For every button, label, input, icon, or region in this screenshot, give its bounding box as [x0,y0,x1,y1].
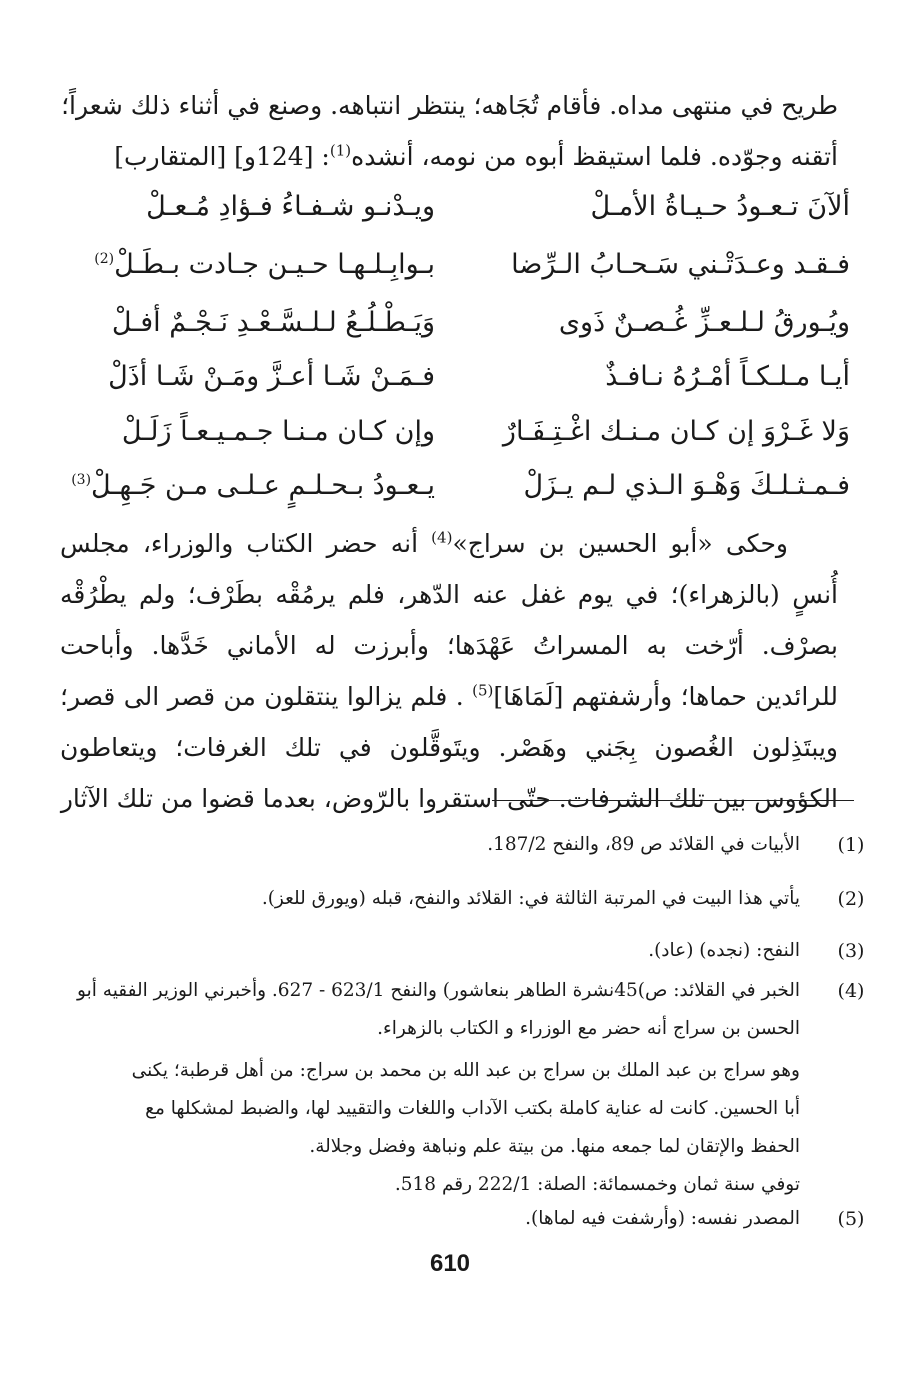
footnote-1 [75,826,800,864]
verse-4 [50,361,850,417]
verse-1-first-hemistich: ألآنَ تـعـودُ حـيـاةُ الأمـلْ [590,191,850,222]
verse-6-second-text: يـعـودُ بـحـلـمٍ عـلـى مـن جَـهِـلْ [91,470,435,501]
footnote-ref-5: (5) [472,681,494,700]
footnote-2-number: (2) [837,888,865,910]
verse-1-second-hemistich [50,191,435,222]
footnote-2-line-1: يأتي هذا البيت في المرتبة الثالثة في: القلائد والنفح، قبله (ويورق للعز). [261,888,800,909]
footnote-4-line-5: الحفظ والإتقان لما جمعه منها. من بيتة علم ونباهة وفضل وجلالة. [309,1136,800,1157]
footnote-4-line-3: وهو سراج بن عبد الملك بن سراج بن عبد الله بن محمد بن سراج: من أهل قرطبة؛ يكنى [131,1060,800,1081]
verse-2-second-hemistich [50,249,435,280]
footnote-ref-3: (3) [71,472,92,488]
footnote-4-line-4: أبا الحسين. كانت له عناية كاملة بكتب الآداب واللغات والتقييد لها، والضبط لمشكلها مع [145,1098,800,1119]
footnote-4-line-6: توفي سنة ثمان وخمسمائة: الصلة: 222/1 رقم 518. [394,1174,800,1195]
intro-line-2 [60,131,838,182]
footnote-5-line-1: المصدر نفسه: (وأرشفت فيه لماها). [525,1208,800,1229]
verse-3-second-hemistich [50,307,435,338]
verse-4-first-hemistich: أيـا مـلـكـاً أمْـرُهُ نـافـذٌ [605,361,850,392]
footnote-3-line-1: النفح: (نجده) (عاد). [648,940,800,961]
narrative-end: . فلم يزالوا ينتقلون من قصر الى قصر؛ ويبتَذِلون الغُصون بِجَني وهَصْر. ويتَوقَّلون في تلك الغرفات؛ ويتعاطون الكؤوس بين تلك الشرفات. حتّى استقروا بالرّوض، بعدما قضوا من تلك الآثار [60,682,838,813]
verse-1-second-text: ويـدْنـو شـفـاءُ فـؤادِ مُـعـلْ [146,191,435,222]
intro-line-2-text: أتقنه وجوّده. فلما استيقظ أبوه من نومه، أنشده [351,142,838,171]
footnote-4 [75,972,800,1204]
verse-4-second-hemistich [50,361,435,392]
verse-2-second-text: بـوابِـلـهـا حـيـن جـادت بـطَـلْ [114,249,435,280]
narrative-start: وحكى «أبو الحسين بن سراج» [452,529,788,558]
footnote-1-line-1: الأبيات في القلائد ص 89، والنفح 187/2. [487,834,800,855]
verse-5-second-text: وإن كـان مـنـا جـمـيـعـاً زَلَـلْ [121,416,435,447]
footnote-4-line-2: الحسن بن سراج أنه حضر مع الوزراء و الكتاب بالزهراء. [377,1018,800,1039]
footnote-ref-4: (4) [431,528,453,547]
verse-4-second-text: فـمَـنْ شَـا أعـزَّ ومَـنْ شَـا أذَلْ [108,361,435,392]
narrative-text [60,518,838,824]
footnote-ref-1: (1) [329,141,352,160]
footnote-5 [75,1200,800,1238]
verse-3 [50,307,850,363]
footnote-5-number: (5) [837,1208,865,1230]
verse-3-second-text: وَيَـطْـلُـعُ لـلـسَّـعْـدِ نَـجْـمٌ أفـلْ [111,307,435,338]
footnote-3-number: (3) [837,940,865,962]
intro-paragraph [60,80,838,182]
verse-5-first-hemistich: وَلا غَـرْوَ إن كـان مـنـك اغْـتِـفَـارٌ [502,416,850,447]
verse-5-second-hemistich [50,416,435,447]
verse-6-second-hemistich [50,470,435,501]
page-number: 610 [429,1250,471,1277]
intro-line-1: طريح في منتهى مداه. فأقام تُجَاهه؛ ينتظر انتباهه. وصنع في أثناء ذلك شعراً؛ [61,91,838,120]
verse-2 [50,249,850,305]
verse-5 [50,416,850,472]
narrative-mid: أنه حضر الكتاب والوزراء، مجلس أُنسٍ (بالزهراء)؛ في يوم غفل عنه الدّهر، فلم يرمُقْه بطَرْف؛ ولم يطْرُقْه بصرْف. أرّخت به المسراتُ عَهْدَها؛ وأبرزت له الأماني خَدَّها. وأباحت للرائدين حماها؛ وأرشفتهم [لَمَاهَا] [60,529,838,711]
verse-1 [50,191,850,247]
verse-3-first-hemistich: ويُـورقُ لـلـعـزِّ غُـصـنٌ ذَوى [558,307,850,338]
verse-6-first-hemistich: فـمـثـلـكَ وَهْـوَ الـذي لـم يـزَلْ [523,470,850,501]
verse-2-first-hemistich: فـقـد وعـدَتْـني سَـحـابُ الـرِّضا [511,249,850,280]
footnote-separator [492,800,854,801]
footnote-2 [75,880,800,918]
meter-label: : [124و] [المتقارب] [114,142,330,171]
footnote-4-number: (4) [837,980,865,1002]
footnote-ref-2: (2) [94,251,115,267]
footnote-4-line-1: الخبر في القلائد: ص)45نشرة الطاهر بنعاشور) والنفح 623/1 - 627. وأخبرني الوزير الفقيه أبو [77,980,800,1001]
narrative-paragraph [60,518,838,824]
footnote-1-number: (1) [837,834,865,856]
footnote-3 [75,932,800,970]
